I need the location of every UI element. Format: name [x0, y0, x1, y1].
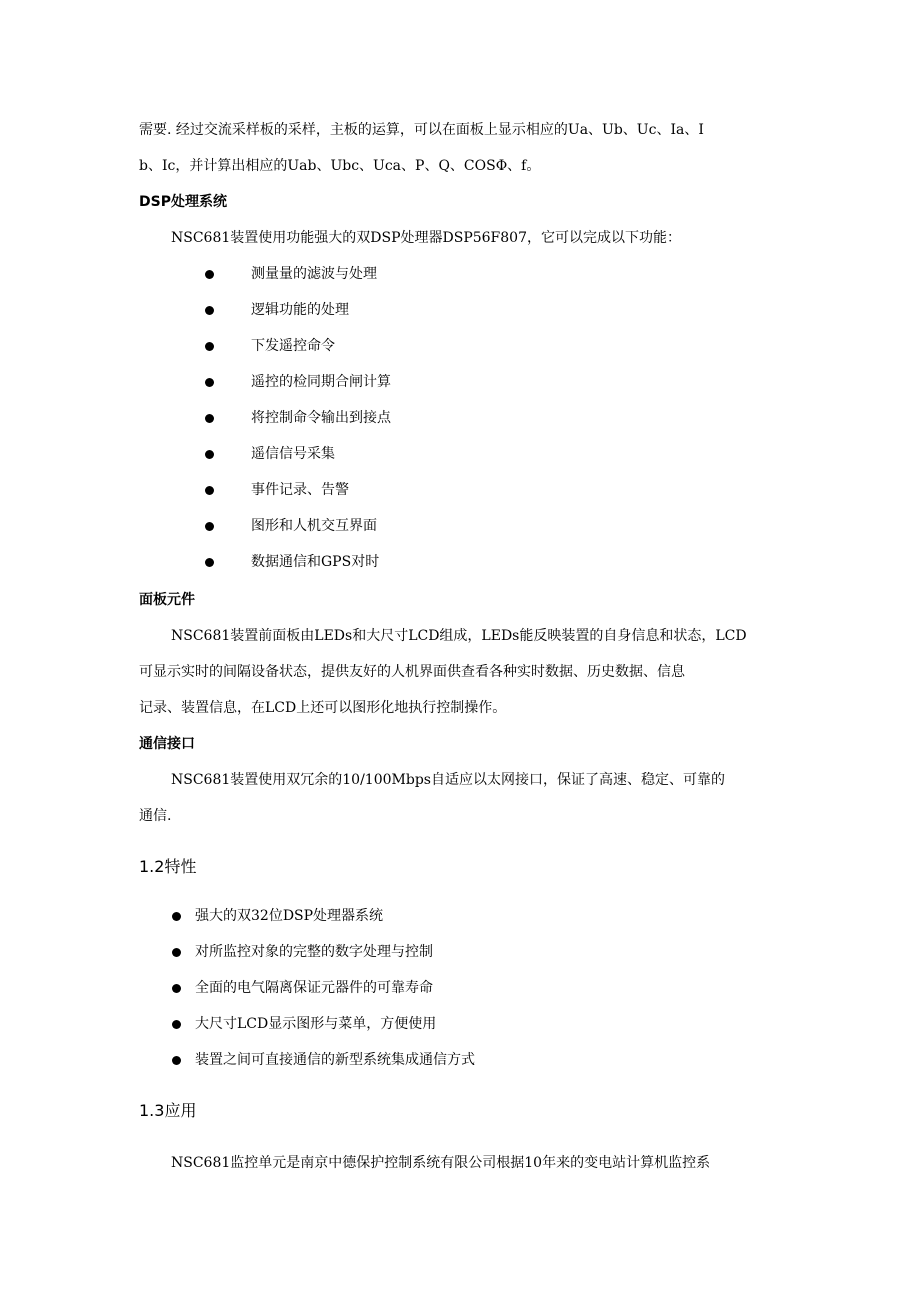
list-item: 图形和人机交互界面 — [251, 518, 377, 534]
application-heading: 1.3应用 — [139, 1101, 197, 1120]
bullet-icon — [172, 948, 181, 957]
list-item: 遥控的检同期合闸计算 — [251, 374, 391, 390]
list-item: 数据通信和GPS对时 — [251, 554, 380, 570]
list-item: 测量量的滤波与处理 — [251, 266, 377, 282]
panel-heading: 面板元件 — [139, 592, 195, 608]
bullet-icon — [172, 1020, 181, 1029]
list-item: 遥信信号采集 — [251, 446, 335, 462]
bullet-icon — [172, 1056, 181, 1065]
dsp-intro: NSC681装置使用功能强大的双DSP处理器DSP56F807，它可以完成以下功能： — [171, 230, 681, 246]
bullet-icon — [172, 984, 181, 993]
bullet-icon — [205, 522, 214, 531]
list-item: 大尺寸LCD显示图形与菜单，方便使用 — [195, 1016, 437, 1032]
bullet-icon — [172, 912, 181, 921]
list-item: 对所监控对象的完整的数字处理与控制 — [195, 944, 433, 960]
list-item: 事件记录、告警 — [251, 482, 349, 498]
bullet-icon — [205, 306, 214, 315]
comm-line-1: NSC681装置使用双冗余的10/100Mbps自适应以太网接口，保证了高速、稳定、可靠的 — [171, 772, 725, 788]
list-item: 逻辑功能的处理 — [251, 302, 349, 318]
bullet-icon — [205, 450, 214, 459]
list-item: 下发遥控命令 — [251, 338, 335, 354]
bullet-icon — [205, 486, 214, 495]
intro-line-1: 需要. 经过交流采样板的采样，主板的运算，可以在面板上显示相应的Ua、Ub、Uc、Ia、I — [139, 122, 704, 138]
list-item: 装置之间可直接通信的新型系统集成通信方式 — [195, 1052, 475, 1068]
application-line-1: NSC681监控单元是南京中德保护控制系统有限公司根据10年来的变电站计算机监控系 — [171, 1155, 711, 1171]
bullet-icon — [205, 342, 214, 351]
list-item: 全面的电气隔离保证元器件的可靠寿命 — [195, 980, 433, 996]
list-item: 将控制命令输出到接点 — [251, 410, 391, 426]
list-item: 强大的双32位DSP处理器系统 — [195, 908, 384, 924]
bullet-icon — [205, 270, 214, 279]
dsp-heading: DSP处理系统 — [139, 194, 227, 210]
bullet-icon — [205, 414, 214, 423]
comm-line-2: 通信. — [139, 808, 172, 824]
panel-line-2: 可显示实时的间隔设备状态，提供友好的人机界面供查看各种实时数据、历史数据、信息 — [139, 664, 685, 680]
panel-line-3: 记录、装置信息，在LCD上还可以图形化地执行控制操作。 — [139, 700, 507, 716]
comm-heading: 通信接口 — [139, 736, 195, 752]
intro-line-2: b、Ic，并计算出相应的Uab、Ubc、Uca、P、Q、COSΦ、f。 — [139, 158, 541, 174]
features-heading: 1.2特性 — [139, 857, 197, 876]
panel-line-1: NSC681装置前面板由LEDs和大尺寸LCD组成，LEDs能反映装置的自身信息和状态，LCD — [171, 628, 747, 644]
bullet-icon — [205, 378, 214, 387]
bullet-icon — [205, 558, 214, 567]
